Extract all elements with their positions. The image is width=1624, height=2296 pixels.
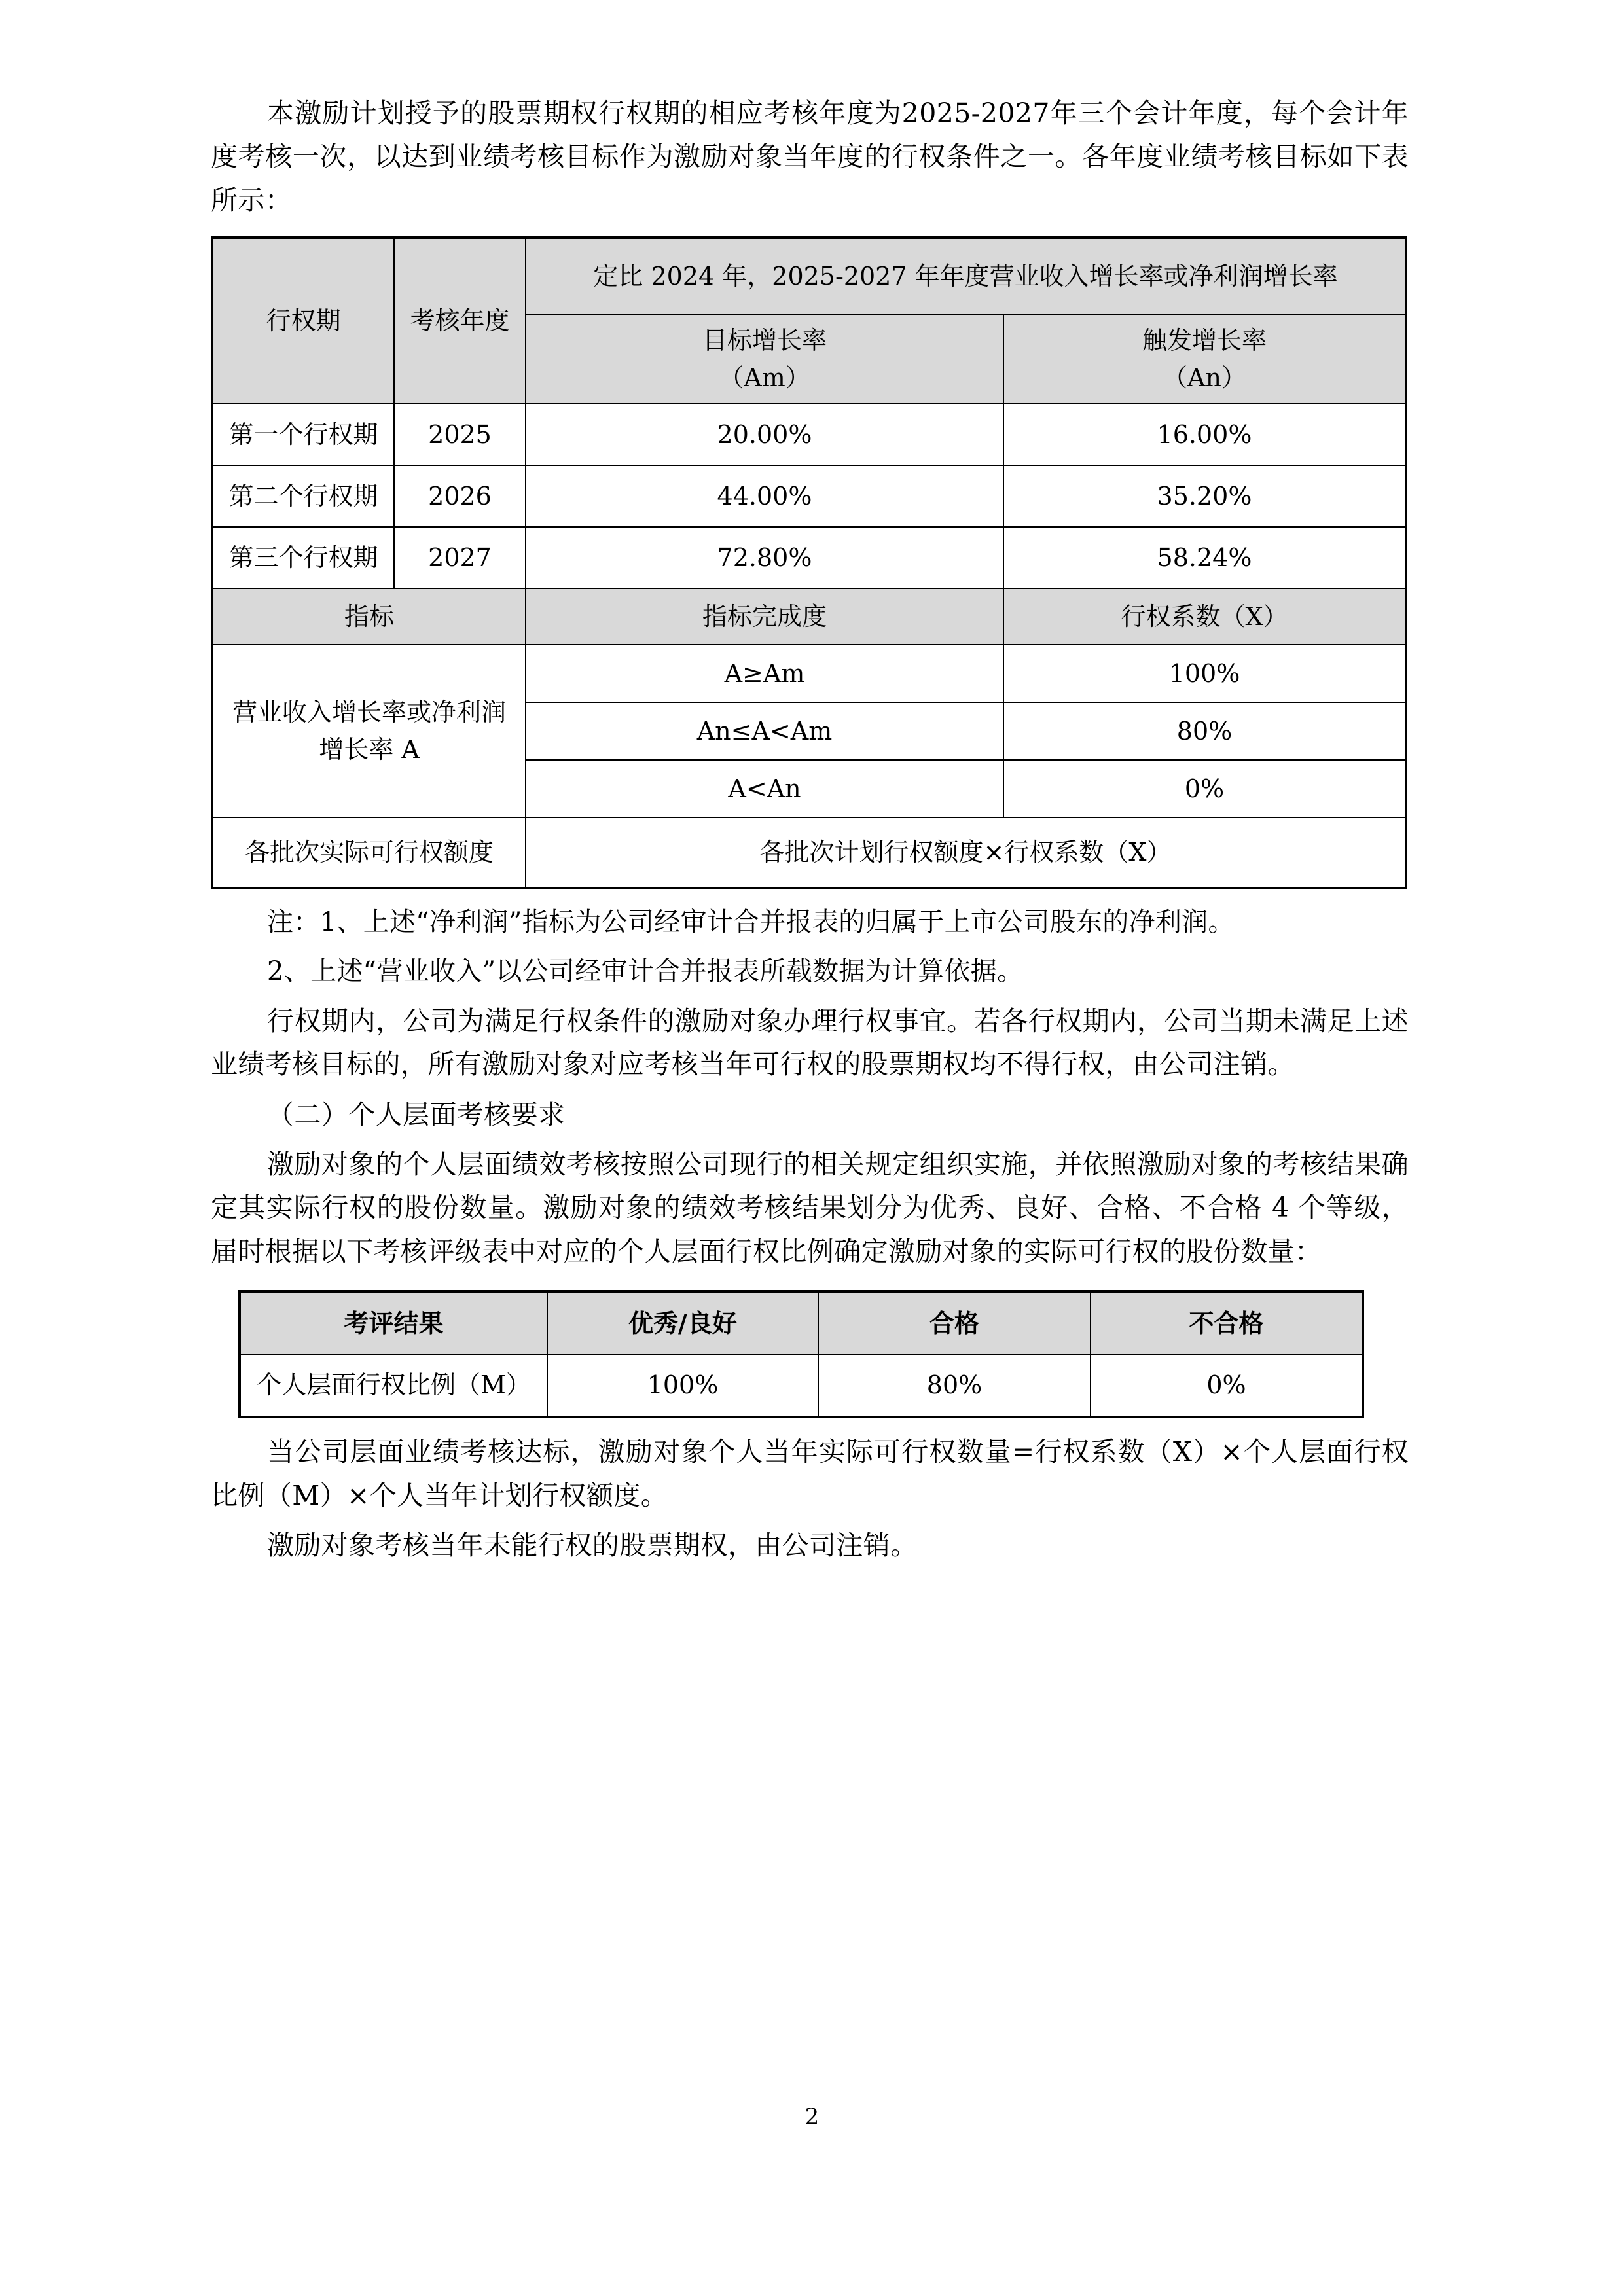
header-assessment-year: 考核年度 <box>394 238 526 404</box>
rating-row-label: 个人层面行权比例（M） <box>240 1354 547 1417</box>
rating-data-row <box>240 1354 1363 1417</box>
table-header-row <box>212 238 1406 315</box>
trigger-growth-line2: （An） <box>1163 363 1246 393</box>
cell-target-growth: 44.00% <box>526 465 1003 527</box>
header-exercise-period: 行权期 <box>212 238 394 404</box>
performance-assessment-table <box>211 236 1407 889</box>
header-target-growth <box>526 315 1003 404</box>
header-completion: 指标完成度 <box>526 588 1003 645</box>
note-1: 注：1、上述“净利润”指标为公司经审计合并报表的归属于上市公司股东的净利润。 <box>267 907 1235 938</box>
header-growth-span-title: 定比 2024 年，2025-2027 年年度营业收入增长率或净利润增长率 <box>526 238 1406 315</box>
metric-label-line1: 营业收入增长率或净利润 <box>232 698 506 727</box>
final-quota-row <box>212 817 1406 888</box>
cell-period: 第一个行权期 <box>212 404 394 465</box>
cell-metric-label <box>212 645 526 817</box>
note-2: 2、上述“营业收入”以公司经审计合并报表所载数据为计算依据。 <box>267 956 1024 987</box>
rating-header-result: 考评结果 <box>240 1291 547 1354</box>
cell-year: 2025 <box>394 404 526 465</box>
cell-year: 2027 <box>394 527 526 588</box>
intro-paragraph: 本激励计划授予的股票期权行权期的相应考核年度为2025-2027年三个会计年度，每个会计年度考核一次，以达到业绩考核目标作为激励对象当年度的行权条件之一。各年度业绩考核目标如下表所示： <box>211 98 1409 216</box>
page-number: 2 <box>804 2104 820 2130</box>
table-row <box>212 465 1406 527</box>
cell-trigger-growth: 35.20% <box>1003 465 1406 527</box>
cell-condition: An≤A<Am <box>526 702 1003 760</box>
cell-coefficient: 100% <box>1003 645 1406 702</box>
cell-actual-quota-label: 各批次实际可行权额度 <box>212 817 526 888</box>
page-content <box>211 92 1409 1567</box>
rating-value-excellent-good: 100% <box>547 1354 818 1417</box>
section-heading-individual: （二）个人层面考核要求 <box>267 1098 566 1130</box>
cell-coefficient: 0% <box>1003 760 1406 817</box>
table-row <box>212 527 1406 588</box>
target-growth-line1: 目标增长率 <box>702 326 827 355</box>
cell-coefficient: 80% <box>1003 702 1406 760</box>
rating-header-row <box>240 1291 1363 1354</box>
cancellation-paragraph: 激励对象考核当年未能行权的股票期权，由公司注销。 <box>267 1530 918 1562</box>
header-trigger-growth <box>1003 315 1406 404</box>
cell-year: 2026 <box>394 465 526 527</box>
cell-trigger-growth: 16.00% <box>1003 404 1406 465</box>
cell-actual-quota-formula: 各批次计划行权额度×行权系数（X） <box>526 817 1406 888</box>
rating-header-qualified: 合格 <box>818 1291 1091 1354</box>
rating-value-unqualified: 0% <box>1091 1354 1363 1417</box>
metric-label-line2: 增长率 A <box>319 735 420 764</box>
metric-header-row <box>212 588 1406 645</box>
rating-table <box>238 1290 1364 1418</box>
header-indicator: 指标 <box>212 588 526 645</box>
trigger-growth-line1: 触发增长率 <box>1142 326 1267 355</box>
rating-header-excellent-good: 优秀/良好 <box>547 1291 818 1354</box>
header-coefficient: 行权系数（X） <box>1003 588 1406 645</box>
cell-period: 第二个行权期 <box>212 465 394 527</box>
table-row <box>212 404 1406 465</box>
target-growth-line2: （Am） <box>719 363 810 393</box>
cell-trigger-growth: 58.24% <box>1003 527 1406 588</box>
individual-assessment-paragraph: 激励对象的个人层面绩效考核按照公司现行的相关规定组织实施，并依照激励对象的考核结果确定其实际行权的股份数量。激励对象的绩效考核结果划分为优秀、良好、合格、不合格 4 个等级，届时根据以下考核评级表中对应的个人层面行权比例确定激励对象的实际可行权的股份数量： <box>211 1149 1409 1267</box>
cell-period: 第三个行权期 <box>212 527 394 588</box>
exercise-handling-paragraph: 行权期内，公司为满足行权条件的激励对象办理行权事宜。若各行权期内，公司当期未满足上述业绩考核目标的，所有激励对象对应考核当年可行权的股票期权均不得行权，由公司注销。 <box>211 1005 1409 1081</box>
cell-condition: A≥Am <box>526 645 1003 702</box>
cell-condition: A<An <box>526 760 1003 817</box>
criteria-row <box>212 645 1406 702</box>
cell-target-growth: 72.80% <box>526 527 1003 588</box>
cell-target-growth: 20.00% <box>526 404 1003 465</box>
rating-value-qualified: 80% <box>818 1354 1091 1417</box>
formula-paragraph: 当公司层面业绩考核达标，激励对象个人当年实际可行权数量=行权系数（X）×个人层面行权比例（M）×个人当年计划行权额度。 <box>211 1436 1409 1511</box>
rating-header-unqualified: 不合格 <box>1091 1291 1363 1354</box>
